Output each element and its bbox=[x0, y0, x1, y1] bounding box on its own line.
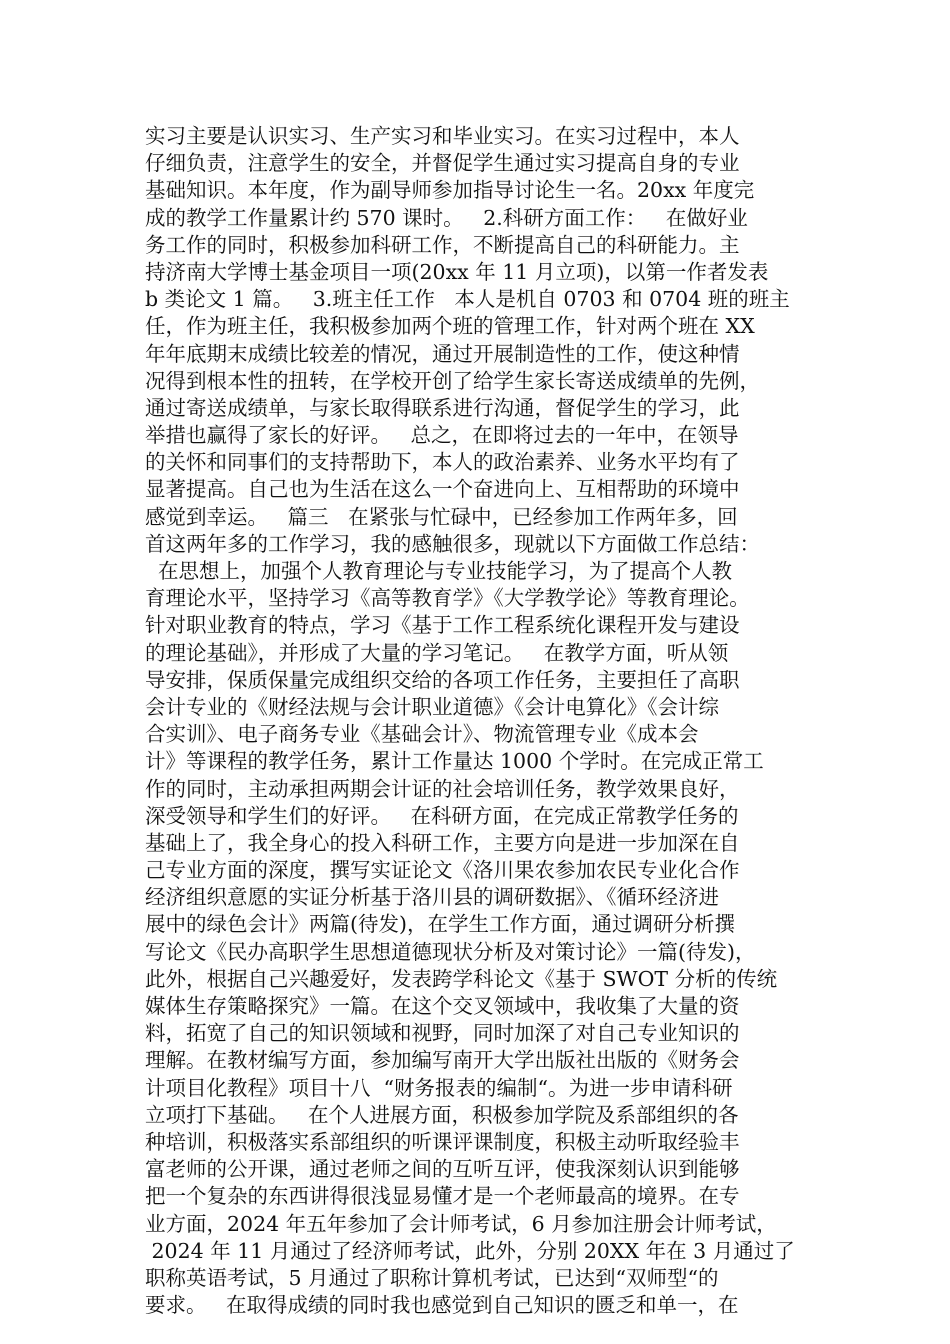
text-line: 基础上了，我全身心的投入科研工作，主要方向是进一步加深在自 bbox=[145, 830, 740, 855]
text-line: 合实训》、电子商务专业《基础会计》、物流管理专业《成本会 bbox=[145, 722, 699, 747]
text-line: 在思想上，加强个人教育理论与专业技能学习，为了提高个人教 bbox=[145, 559, 733, 583]
text-line: 立项打下基础。 在个人进展方面，积极参加学院及系部组织的各 bbox=[145, 1102, 739, 1127]
text-line: 要求。 在取得成绩的同时我也感觉到自己知识的匮乏和单一，在 bbox=[145, 1293, 739, 1318]
text-line: 写论文《民办高职学生思想道德现状分析及对策讨论》一篇(待发)， bbox=[145, 939, 756, 964]
body-text bbox=[145, 123, 815, 1319]
text-line: 2024 年 11 月通过了经济师考试，此外，分别 20XX 年在 3 月通过了 bbox=[145, 1238, 795, 1263]
text-line: 深受领导和学生们的好评。 在科研方面，在完成正常教学任务的 bbox=[145, 803, 739, 828]
text-line: 年年底期末成绩比较差的情况，通过开展制造性的工作，使这种情 bbox=[145, 341, 740, 366]
text-line: b 类论文 1 篇。 3.班主任工作 本人是机自 0703 和 0704 班的班主 bbox=[145, 287, 790, 312]
text-line: 首这两年多的工作学习，我的感触很多，现就以下方面做工作总结： bbox=[145, 531, 760, 556]
text-line: 务工作的同时，积极参加科研工作，不断提高自己的科研能力。主 bbox=[145, 232, 740, 257]
text-line: 媒体生存策略探究》一篇。在这个交叉领域中，我收集了大量的资 bbox=[145, 994, 740, 1018]
text-line: 理解。在教材编写方面，参加编写南开大学出版社出版的《财务会 bbox=[145, 1048, 740, 1073]
text-line: 会计专业的《财经法规与会计职业道德》《会计电算化》《会计综 bbox=[145, 694, 719, 719]
text-line: 作的同时，主动承担两期会计证的社会培训任务，教学效果良好， bbox=[145, 776, 740, 801]
text-line: 的关怀和同事们的支持帮助下，本人的政治素养、业务水平均有了 bbox=[145, 450, 740, 475]
text-line: 仔细负责，注意学生的安全，并督促学生通过实习提高自身的专业 bbox=[145, 151, 740, 176]
text-line: 任，作为班主任，我积极参加两个班的管理工作，针对两个班在 XX bbox=[145, 314, 755, 339]
text-line: 育理论水平，坚持学习《高等教育学》《大学教学论》等教育理论。 bbox=[145, 586, 750, 611]
text-line: 举措也赢得了家长的好评。 总之，在即将过去的一年中，在领导 bbox=[145, 423, 739, 448]
text-line: 己专业方面的深度，撰写实证论文《洛川果农参加农民专业化合作 bbox=[145, 858, 740, 883]
text-line: 显著提高。自己也为生活在这么一个奋进向上、互相帮助的环境中 bbox=[145, 477, 740, 502]
text-line: 经济组织意愿的实证分析基于洛川县的调研数据》、《循环经济进 bbox=[145, 885, 719, 910]
text-line: 计》等课程的教学任务，累计工作量达 1000 个学时。在完成正常工 bbox=[145, 749, 764, 774]
text-line: 通过寄送成绩单，与家长取得联系进行沟通，督促学生的学习，此 bbox=[145, 395, 740, 420]
text-line: 持济南大学博士基金项目一项(20xx 年 11 月立项)，以第一作者发表 bbox=[145, 259, 769, 284]
text-line: 种培训，积极落实系部组织的听课评课制度，积极主动听取经验丰 bbox=[145, 1129, 740, 1154]
text-line: 业方面，2024 年五年参加了会计师考试，6 月参加注册会计师考试， bbox=[145, 1211, 777, 1236]
text-line: 的理论基础》，并形成了大量的学习笔记。 在教学方面，听从领 bbox=[145, 640, 729, 665]
text-line: 实习主要是认识实习、生产实习和毕业实习。在实习过程中，本人 bbox=[145, 124, 740, 148]
text-line: 成的教学工作量累计约 570 课时。 2.科研方面工作： 在做好业 bbox=[145, 205, 748, 230]
text-line: 职称英语考试，5 月通过了职称计算机考试，已达到“双师型“的 bbox=[145, 1265, 719, 1290]
text-line: 计项目化教程》项目十八 “财务报表的编制“。为进一步申请科研 bbox=[145, 1075, 733, 1100]
text-line: 富老师的公开课，通过老师之间的互听互评，使我深刻认识到能够 bbox=[145, 1157, 740, 1182]
text-line: 此外，根据自己兴趣爱好，发表跨学科论文《基于 SWOT 分析的传统 bbox=[145, 966, 778, 991]
text-line: 针对职业教育的特点，学习《基于工作工程系统化课程开发与建设 bbox=[145, 613, 740, 638]
text-line: 感觉到幸运。 篇三 在紧张与忙碌中，已经参加工作两年多，回 bbox=[145, 504, 738, 529]
text-line: 展中的绿色会计》两篇(待发)，在学生工作方面，通过调研分析撰 bbox=[145, 912, 735, 937]
text-line: 料，拓宽了自己的知识领域和视野，同时加深了对自己专业知识的 bbox=[145, 1021, 740, 1046]
text-line: 基础知识。本年度，作为副导师参加指导讨论生一名。20xx 年度完 bbox=[145, 178, 755, 203]
text-line: 把一个复杂的东西讲得很浅显易懂才是一个老师最高的境界。在专 bbox=[145, 1184, 740, 1209]
text-line: 况得到根本性的扭转，在学校开创了给学生家长寄送成绩单的先例， bbox=[145, 368, 760, 393]
text-line: 导安排，保质保量完成组织交给的各项工作任务，主要担任了高职 bbox=[145, 667, 740, 692]
